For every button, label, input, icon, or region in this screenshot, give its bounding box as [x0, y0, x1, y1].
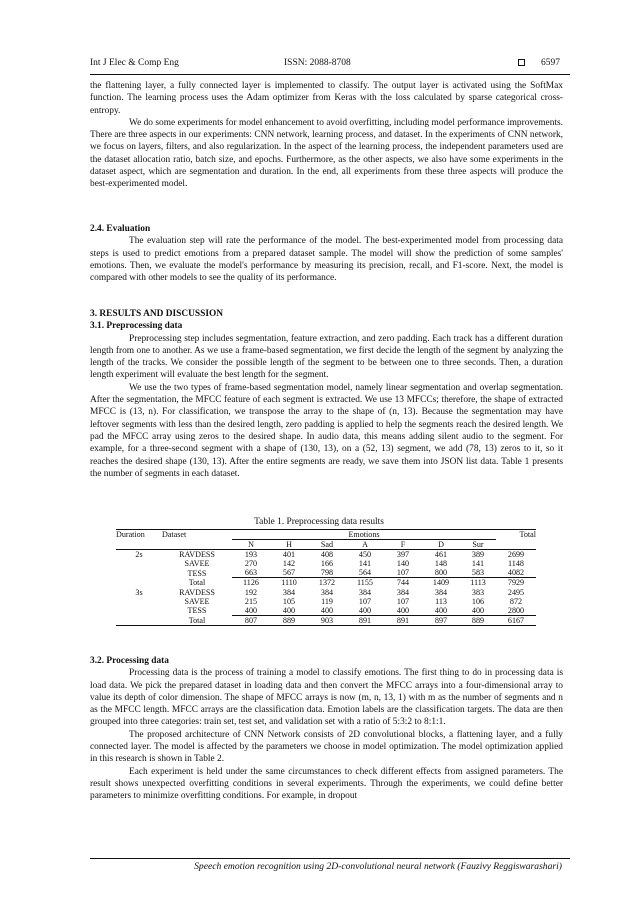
duration-cell: 3s — [135, 587, 143, 597]
paragraph: The proposed architecture of CNN Network consists of 2D convolutional blocks, a flattening layer, and a fully connected layer. The model is affected by the parameters we choose in model optimization. The model optimization applied in this research is shown in Table 2. — [90, 729, 563, 765]
value-cell: 408 — [320, 550, 334, 560]
dataset-cell: TESS — [187, 606, 207, 615]
value-cell: 807 — [232, 615, 270, 625]
table-row — [116, 615, 536, 625]
dataset-cell: RAVDESS — [179, 587, 215, 597]
value-cell: 889 — [460, 615, 496, 625]
section-heading: 3. RESULTS AND DISCUSSION — [90, 309, 224, 319]
duration-cell — [116, 597, 162, 606]
table-row — [116, 568, 536, 578]
total-cell: 4082 — [507, 568, 525, 578]
value-cell: 166 — [320, 559, 334, 569]
value-cell: 564 — [358, 568, 372, 578]
preprocessing-table — [116, 529, 536, 626]
running-footer: Speech emotion recognition using 2D-convolutional neural network (Fauzivy Reggiswarashari) — [194, 861, 562, 872]
value-cell: 897 — [422, 615, 460, 625]
table-row — [116, 559, 536, 568]
emotion-label: H — [270, 540, 308, 550]
paragraph: Processing data is the process of training a model to classify emotions. The first thing to do in processing data is load data. We pick the prepared dataset in loading data and then convert the MFCC arrays into a four-dimensional array to value its depth of color dimension. The shape of MFCC arrays is now (m, n, 13, 1) with m as the number of segments and n as the MFCC length. MFCC arrays are the classification data. Emotion labels are the classification targets. The data are then grouped into three categories: train set, test set, and validation set with a ratio of 5:3:2 to 8:1:1. — [90, 668, 563, 728]
value-cell: 567 — [282, 568, 296, 578]
value-cell: 384 — [358, 587, 372, 597]
total-cell: 872 — [509, 596, 523, 606]
value-cell: 800 — [434, 568, 448, 578]
footer-rule — [90, 858, 570, 859]
value-cell: 140 — [396, 559, 410, 569]
value-cell: 148 — [434, 559, 448, 569]
value-cell: 400 — [434, 605, 448, 615]
table-body — [116, 550, 536, 626]
value-cell: 384 — [282, 587, 296, 597]
value-cell: 107 — [396, 568, 410, 578]
duration-cell — [116, 615, 162, 625]
emotion-label: F — [384, 540, 422, 550]
total-cell: 7929 — [496, 578, 536, 588]
value-cell: 400 — [471, 605, 485, 615]
emotion-label: A — [346, 540, 384, 550]
value-cell: 1126 — [232, 578, 270, 588]
total-cell: 2699 — [507, 550, 525, 560]
emotion-label: D — [422, 540, 460, 550]
value-cell: 461 — [434, 550, 448, 560]
results-section — [90, 308, 563, 480]
processing-section — [90, 655, 563, 803]
duration-cell — [116, 578, 162, 588]
value-cell: 400 — [358, 605, 372, 615]
total-cell: 1148 — [508, 559, 524, 569]
value-cell: 400 — [282, 605, 296, 615]
value-cell: 903 — [308, 615, 346, 625]
value-cell: 400 — [244, 605, 258, 615]
total-header: Total — [496, 530, 536, 540]
value-cell: 270 — [244, 559, 258, 569]
table-row — [116, 597, 536, 606]
value-cell: 141 — [471, 559, 485, 569]
value-cell: 384 — [396, 587, 410, 597]
table-subheader-row — [116, 540, 536, 550]
emotion-label: N — [232, 540, 270, 550]
dataset-cell: Total — [188, 578, 206, 588]
value-cell: 891 — [346, 615, 384, 625]
value-cell: 744 — [384, 578, 422, 588]
value-cell: 384 — [434, 587, 448, 597]
running-header — [90, 58, 570, 74]
paragraph: Each experiment is held under the same circumstances to check different effects from assigned parameters. The result shows unexpected overfitting conditions in several experiments. Through the experiments, we could define better parameters to minimize overfitting conditions. For example, in dropout — [90, 766, 563, 802]
value-cell: 583 — [471, 568, 485, 578]
paragraph: We use the two types of frame-based segmentation model, namely linear segmentation and overlap segmentation. After the segmentation, the MFCC feature of each segment is extracted. We use 13 MFCCs; therefore, the shape of extracted MFCC is (13, n). For classification, we transpose the array to the shape of (n, 13). Because the segmentation may have leftover segments with less than the desired length, zero padding is applied to help the segments reach the desired length. We pad the MFCC array using zeros to the desired shape. In audio data, this means adding silent audio to the segment. For example, for a three-second segment with a shape of (130, 13), on a (52, 13) segment, we add (78, 13) zeros to it, so it reaches the desired shape (130, 13). After the entire segments are ready, we save them into JSON list data. Table 1 presents the number of segments in each dataset. — [90, 382, 563, 479]
value-cell: 113 — [435, 596, 447, 606]
square-bullet-icon — [518, 59, 525, 66]
table-row — [116, 578, 536, 588]
value-cell: 1155 — [346, 578, 384, 588]
paragraph: the flattening layer, a fully connected layer is implemented to classify. The output layer is activated using the SoftMax function. The learning process uses the Adam optimizer from Keras with the loss calculated by sparse categorical cross-entropy. — [90, 81, 563, 116]
value-cell: 1372 — [308, 578, 346, 588]
table-caption: Table 1. Preprocessing data results — [254, 517, 384, 527]
evaluation-section — [90, 223, 563, 284]
dataset-cell: SAVEE — [184, 596, 210, 606]
dataset-header: Dataset — [162, 530, 232, 540]
value-cell: 798 — [320, 568, 334, 578]
table-header-row — [116, 530, 536, 540]
value-cell: 389 — [471, 550, 485, 560]
total-cell: 2800 — [507, 605, 525, 615]
value-cell: 1113 — [460, 578, 496, 588]
subsection-heading: 3.2. Processing data — [90, 656, 169, 666]
emotion-label: Sur — [460, 540, 496, 550]
value-cell: 106 — [471, 596, 485, 606]
value-cell: 107 — [396, 596, 410, 606]
issn: ISSN: 2088-8708 — [284, 58, 351, 68]
value-cell: 400 — [320, 605, 334, 615]
paragraph: The evaluation step will rate the performance of the model. The best-experimented model from processing data steps is used to predict emotions from a prepared dataset sample. The model will show the prediction of some samples' emotions. Then, we evaluate the model's performance by measuring its precision, recall, and F1-score. Next, the model is compared with other models to see the quality of its performance. — [90, 236, 563, 284]
emotions-header: Emotions — [232, 530, 496, 540]
value-cell: 401 — [282, 550, 296, 560]
total-cell: 6167 — [496, 615, 536, 625]
dataset-cell: Total — [162, 615, 232, 625]
value-cell: 889 — [270, 615, 308, 625]
subsection-heading: 3.1. Preprocessing data — [90, 321, 183, 332]
value-cell: 1110 — [270, 578, 308, 588]
intro-section — [90, 80, 563, 191]
value-cell: 1409 — [422, 578, 460, 588]
duration-cell — [116, 559, 162, 568]
value-cell: 107 — [358, 596, 372, 606]
value-cell: 119 — [321, 596, 333, 606]
duration-cell — [116, 568, 162, 578]
paragraph: Preprocessing step includes segmentation, feature extraction, and zero padding. Each track has a different duration length from one to another. As we use a frame-based segmentation, we first decide the length of the segment by analyzing the length of the tracks. We consider the possible length of the segment to be between one to three seconds. Then, a duration length experiment will evaluate the best length for the segment. — [90, 333, 563, 381]
duration-cell: 2s — [135, 550, 143, 560]
table-row — [116, 588, 536, 597]
emotion-label: Sad — [308, 540, 346, 550]
journal-name: Int J Elec & Comp Eng — [90, 58, 179, 68]
paragraph: We do some experiments for model enhancement to avoid overfitting, including model performance improvements. There are three aspects in our experiments: CNN network, learning process, and dataset. In the experiments of CNN network, we focus on layers, filters, and also regularization. In the aspect of the learning process, the independent parameters used are the dataset allocation ratio, batch size, and epochs. Furthermore, as the other aspects, we also have some experiments in the dataset aspect, which are segmentation and duration. In the end, all experiments from these three aspects will produce the best-experimented model. — [90, 117, 563, 190]
section-heading: 2.4. Evaluation — [90, 224, 151, 234]
value-cell: 663 — [244, 568, 258, 578]
value-cell: 400 — [396, 605, 410, 615]
value-cell: 193 — [244, 550, 258, 560]
header-rule — [90, 74, 570, 75]
duration-header: Duration — [116, 530, 162, 540]
total-cell: 2495 — [507, 587, 525, 597]
value-cell: 450 — [358, 550, 372, 560]
value-cell: 192 — [244, 587, 258, 597]
table-row — [116, 606, 536, 616]
dataset-cell: SAVEE — [184, 559, 210, 569]
dataset-cell: RAVDESS — [179, 550, 215, 560]
duration-cell — [116, 606, 162, 616]
page-number-group — [518, 58, 560, 68]
value-cell: 215 — [244, 596, 258, 606]
value-cell: 891 — [384, 615, 422, 625]
table-row — [116, 550, 536, 560]
value-cell: 383 — [471, 587, 485, 597]
value-cell: 105 — [282, 596, 296, 606]
dataset-cell: TESS — [187, 568, 207, 578]
value-cell: 142 — [282, 559, 296, 569]
value-cell: 384 — [320, 587, 334, 597]
page-number: 6597 — [541, 58, 560, 68]
value-cell: 397 — [396, 550, 410, 560]
value-cell: 141 — [358, 559, 372, 569]
